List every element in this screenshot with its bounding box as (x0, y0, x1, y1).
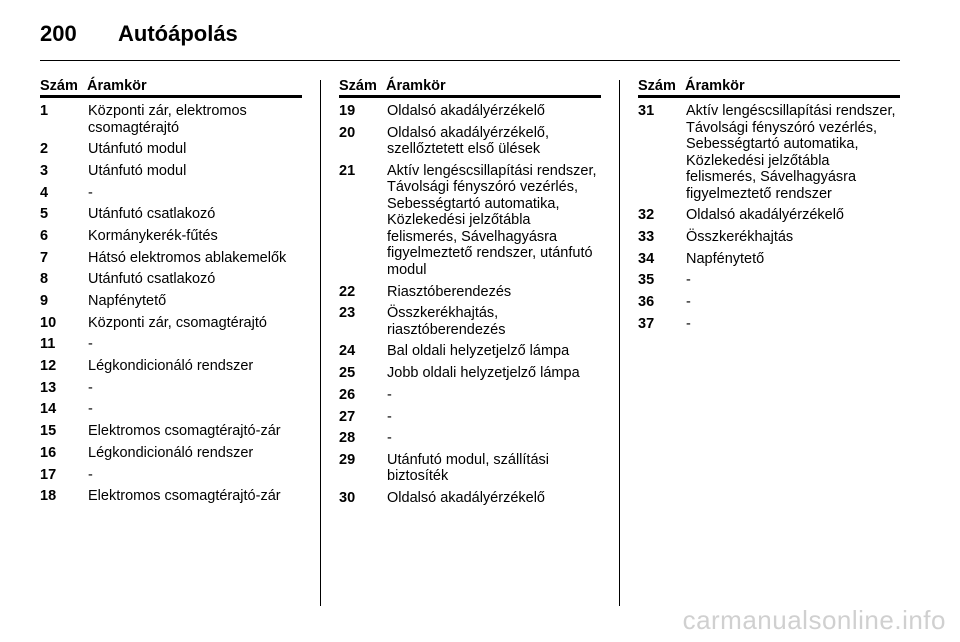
fuse-circuit: Elektromos csomagtérajtó-zár (88, 488, 281, 505)
fuse-row (339, 452, 601, 485)
header-number: Szám (638, 78, 676, 94)
fuse-circuit: - (387, 386, 392, 403)
fuse-row (40, 206, 302, 223)
fuse-rows (339, 103, 601, 507)
fuse-circuit: Aktív lengéscsillapítási rendszer, Távolsági fényszóró vezérlés, Sebességtartó automatika, Közlekedési jelzőtábla felismerés, Sávelhagyásra figyelmeztető rendszer (686, 103, 896, 202)
fuse-row (40, 250, 302, 267)
fuse-row (638, 103, 900, 202)
header-circuit: Áramkör (87, 78, 147, 94)
fuse-row (638, 229, 900, 246)
fuse-circuit: Utánfutó csatlakozó (88, 271, 216, 288)
fuse-rows (638, 103, 900, 332)
fuse-number: 28 (339, 430, 356, 447)
fuse-number: 17 (40, 466, 57, 483)
fuse-row (40, 228, 302, 245)
fuse-circuit: Légkondicionáló rendszer (88, 444, 254, 461)
fuse-row (40, 185, 302, 202)
fuse-circuit: - (88, 379, 93, 396)
header-number: Szám (339, 78, 377, 94)
fuse-number: 36 (638, 293, 655, 310)
fuse-number: 34 (638, 250, 655, 267)
fuse-row (339, 387, 601, 404)
fuse-number: 27 (339, 408, 356, 425)
fuse-circuit: Összkerékhajtás (686, 228, 794, 245)
fuse-number: 8 (40, 271, 49, 288)
fuse-row (40, 467, 302, 484)
fuse-circuit: Utánfutó csatlakozó (88, 206, 216, 223)
fuse-number: 24 (339, 343, 356, 360)
fuse-circuit: - (686, 272, 691, 289)
fuse-circuit: Aktív lengéscsillapítási rendszer, Távolsági fényszóró vezérlés, Sebességtartó automatika, Közlekedési jelzőtábla felismerés, Sávelhagyásra figyelmeztető rendszer, utánfutó modul (387, 162, 597, 278)
fuse-number: 12 (40, 358, 57, 375)
fuse-circuit: - (88, 401, 93, 418)
fuse-circuit: - (88, 466, 93, 483)
fuse-number: 19 (339, 103, 356, 119)
fuse-number: 10 (40, 314, 57, 331)
fuse-row (339, 365, 601, 382)
fuse-row (339, 163, 601, 279)
fuse-row (40, 141, 302, 158)
fuse-column-3 (638, 80, 900, 337)
column-header (40, 80, 302, 98)
page-title: Autóápolás (118, 21, 238, 46)
fuse-number: 4 (40, 184, 49, 201)
fuse-circuit: Riasztóberendezés (387, 283, 512, 300)
fuse-number: 22 (339, 283, 356, 300)
fuse-row (339, 343, 601, 360)
fuse-row (40, 488, 302, 505)
fuse-circuit: Elektromos csomagtérajtó-zár (88, 423, 281, 440)
fuse-number: 35 (638, 272, 655, 289)
fuse-circuit: Kormánykerék-fűtés (88, 227, 218, 244)
header-number: Szám (40, 78, 78, 94)
fuse-circuit: Központi zár, csomagtérajtó (88, 314, 267, 331)
fuse-row (40, 401, 302, 418)
fuse-row (339, 103, 601, 120)
fuse-circuit: Oldalsó akadályérzékelő (387, 103, 545, 119)
fuse-number: 1 (40, 103, 49, 119)
fuse-row (638, 294, 900, 311)
fuse-circuit: - (88, 336, 93, 353)
fuse-number: 3 (40, 162, 49, 179)
fuse-row (339, 284, 601, 301)
fuse-circuit: Hátsó elektromos ablakemelők (88, 249, 287, 266)
fuse-number: 7 (40, 249, 49, 266)
fuse-number: 16 (40, 444, 57, 461)
fuse-row (638, 207, 900, 224)
fuse-number: 30 (339, 490, 356, 507)
fuse-row (40, 103, 302, 136)
fuse-number: 37 (638, 315, 655, 332)
fuse-number: 14 (40, 401, 57, 418)
fuse-row (339, 430, 601, 447)
fuse-circuit: Oldalsó akadályérzékelő, szellőztetett első ülések (387, 124, 550, 158)
fuse-row (638, 251, 900, 268)
fuse-number: 9 (40, 293, 49, 309)
fuse-number: 2 (40, 141, 49, 158)
fuse-number: 15 (40, 423, 57, 440)
fuse-row (40, 445, 302, 462)
fuse-number: 33 (638, 228, 655, 245)
fuse-circuit: Oldalsó akadályérzékelő (686, 207, 844, 224)
fuse-circuit: Jobb oldali helyzetjelző lámpa (387, 365, 580, 382)
header-divider (40, 60, 900, 61)
fuse-number: 32 (638, 207, 655, 224)
fuse-circuit: - (88, 184, 93, 201)
column-header (638, 80, 900, 98)
fuse-number: 31 (638, 103, 655, 119)
fuse-row (40, 423, 302, 440)
fuse-number: 20 (339, 124, 356, 141)
fuse-row (40, 293, 302, 310)
fuse-circuit: Utánfutó modul (88, 162, 187, 179)
fuse-number: 29 (339, 451, 356, 468)
column-divider (619, 80, 620, 606)
fuse-rows (40, 103, 302, 505)
fuse-number: 23 (339, 305, 356, 322)
page-number: 200 (40, 21, 77, 46)
fuse-row (339, 305, 601, 338)
fuse-circuit: Napfénytető (88, 293, 167, 309)
fuse-number: 26 (339, 386, 356, 403)
fuse-row (40, 380, 302, 397)
fuse-circuit: Utánfutó modul (88, 141, 187, 158)
fuse-row (40, 163, 302, 180)
column-divider (320, 80, 321, 606)
fuse-number: 21 (339, 162, 356, 179)
fuse-circuit: Utánfutó modul, szállítási biztosíték (387, 451, 549, 485)
fuse-circuit: Központi zár, elektromos csomagtérajtó (88, 103, 247, 136)
watermark: carmanualsonline.info (682, 605, 946, 635)
fuse-circuit: Légkondicionáló rendszer (88, 358, 254, 375)
fuse-number: 13 (40, 379, 57, 396)
page-header (40, 14, 238, 54)
column-header (339, 80, 601, 98)
fuse-column-2 (339, 80, 601, 512)
fuse-number: 5 (40, 206, 49, 223)
fuse-row (40, 358, 302, 375)
fuse-circuit: - (387, 430, 392, 447)
fuse-number: 11 (40, 336, 56, 353)
fuse-number: 6 (40, 227, 49, 244)
fuse-row (638, 316, 900, 333)
header-circuit: Áramkör (386, 78, 446, 94)
fuse-circuit: Bal oldali helyzetjelző lámpa (387, 343, 570, 360)
fuse-row (40, 271, 302, 288)
fuse-row (339, 125, 601, 158)
fuse-circuit: - (387, 408, 392, 425)
fuse-column-1 (40, 80, 302, 510)
fuse-circuit: - (686, 315, 691, 332)
fuse-row (638, 272, 900, 289)
fuse-circuit: - (686, 293, 691, 310)
header-circuit: Áramkör (685, 78, 745, 94)
fuse-row (339, 409, 601, 426)
fuse-number: 18 (40, 488, 57, 505)
fuse-row (40, 336, 302, 353)
fuse-number: 25 (339, 365, 356, 382)
fuse-row (40, 315, 302, 332)
fuse-circuit: Napfénytető (686, 250, 765, 267)
fuse-circuit: Összkerékhajtás, riasztóberendezés (387, 305, 506, 338)
fuse-circuit: Oldalsó akadályérzékelő (387, 490, 545, 507)
fuse-row (339, 490, 601, 507)
